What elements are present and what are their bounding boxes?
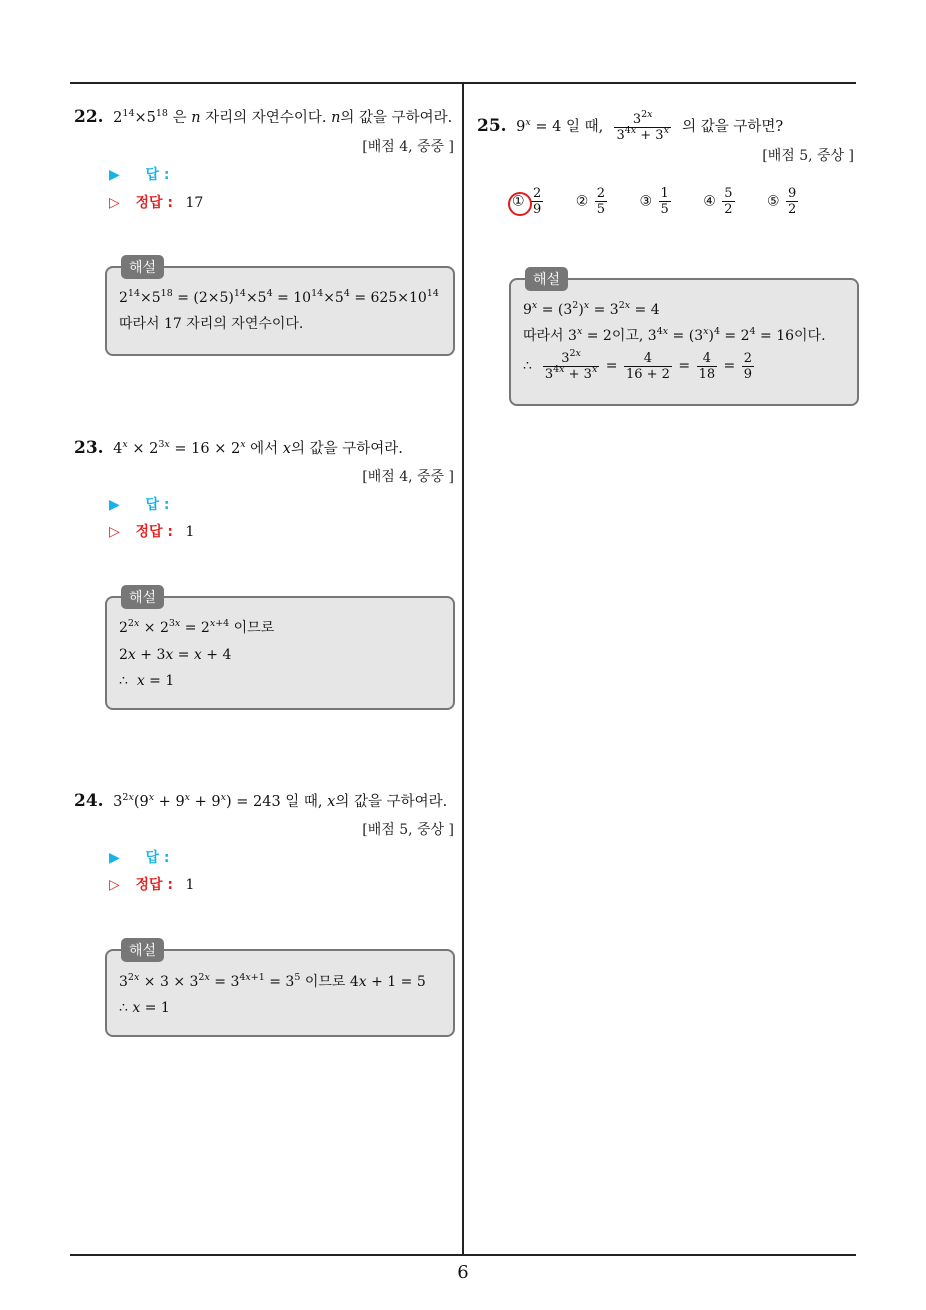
question-24 xyxy=(74,790,447,813)
question-23-meta: [배점 4, 중중 ] xyxy=(362,469,454,485)
answer-label: 답 : xyxy=(145,167,170,183)
solution-line-2: 따라서 17 자리의 자연수이다. xyxy=(119,316,304,332)
correct-label: 정답 : xyxy=(135,877,173,893)
question-number: 24. xyxy=(74,791,104,811)
solution-line-2: 따라서 $3^x = 2$이고, $3^{4x} = (3^x)^4 = 2^4 = 16$이다. xyxy=(523,326,826,344)
selected-circle-icon xyxy=(508,192,532,216)
filled-triangle-icon: ▶ xyxy=(109,497,120,513)
solution-line-1: $9^x = (3^2)^x = 3^{2x} = 4$ xyxy=(523,300,660,318)
solution-tag: 해설 xyxy=(121,255,164,279)
answer-line xyxy=(109,494,169,514)
solution-line-1: $3^{2x} \times 3 \times 3^{2x} = 3^{4x+1} = 3^5$ 이므로 4x + 1 = 5 xyxy=(119,972,426,990)
filled-triangle-icon: ▶ xyxy=(109,850,120,866)
question-fraction: $\frac{3^{2x}}{3^{4x} + 3^x}$ xyxy=(616,108,669,143)
answer-choices xyxy=(512,186,826,217)
page-number: 6 xyxy=(457,1262,469,1283)
solution-tag: 해설 xyxy=(525,267,568,291)
question-23 xyxy=(74,437,403,460)
choice-2[interactable]: ② $\frac{2}{5}$ xyxy=(575,186,606,217)
choice-5[interactable]: ⑤ $\frac{9}{2}$ xyxy=(767,186,797,217)
solution-tag: 해설 xyxy=(121,938,164,962)
question-number: 25. xyxy=(477,116,507,136)
filled-triangle-icon: ▶ xyxy=(109,167,120,183)
question-24-text: 24. $3^{2x}(9^x + 9^x + 9^x) = 243$ 일 때, x의 값을 구하여라. xyxy=(74,791,448,811)
question-25-text: 25. $9^x = 4$ 일 때, $\frac{3^{2x}}{3^{4x} + 3^x}$ 의 값을 구하면? xyxy=(477,108,784,143)
choice-4[interactable]: ④ $\frac{5}{2}$ xyxy=(703,186,733,217)
solution-line-2: 2x + 3x = x + 4 xyxy=(119,647,232,663)
answer-label: 답 : xyxy=(145,497,170,513)
question-24-meta: [배점 5, 중상 ] xyxy=(362,822,454,838)
solution-line-1: $2^{2x} \times 2^{3x} = 2^{x+4}$ 이므로 xyxy=(119,618,275,636)
solution-line-2: ∴ x = 1 xyxy=(119,1000,170,1016)
correct-value: 1 xyxy=(185,877,195,893)
question-23-text: 23. $4^x \times 2^{3x} = 16 \times 2^x$ 에서 x의 값을 구하여라. xyxy=(74,438,403,458)
solution-box xyxy=(105,943,455,1037)
solution-line-3: ∴ $\frac{3^{2x}}{3^{4x} + 3^x}$ = $\frac{4}{16 + 2}$ = $\frac{4}{18}$ = $\frac{2}{9}$ xyxy=(523,347,753,382)
correct-value: 1 xyxy=(185,524,195,540)
answer-line xyxy=(109,164,169,184)
question-25-meta: [배점 5, 중상 ] xyxy=(762,148,854,164)
correct-label: 정답 : xyxy=(135,524,173,540)
solution-box xyxy=(509,272,859,406)
solution-tag: 해설 xyxy=(121,585,164,609)
correct-value: 17 xyxy=(185,195,204,211)
column-divider xyxy=(462,83,464,1255)
correct-answer-line xyxy=(109,192,203,212)
solution-line-3: ∴ x = 1 xyxy=(119,673,175,689)
answer-line xyxy=(109,847,169,867)
outline-triangle-icon: ▷ xyxy=(109,195,120,211)
question-22 xyxy=(74,106,452,129)
outline-triangle-icon: ▷ xyxy=(109,524,120,540)
solution-line-1: $2^{14}\times 5^{18} = (2\times 5)^{14}\times 5^4 = 10^{14}\times 5^4 = 625\times 10^{14}$ xyxy=(119,288,439,306)
choice-3[interactable]: ③ $\frac{1}{5}$ xyxy=(639,186,669,217)
solution-box xyxy=(105,590,455,710)
correct-label: 정답 : xyxy=(135,195,173,211)
question-number: 23. xyxy=(74,438,104,458)
question-25 xyxy=(477,106,783,147)
answer-label: 답 : xyxy=(145,850,170,866)
outline-triangle-icon: ▷ xyxy=(109,877,120,893)
choice-1[interactable]: ① $\frac{2}{9}$ xyxy=(512,186,545,217)
question-22-text: 22. $2^{14}\times 5^{18}$ 은 n 자리의 자연수이다. n의 값을 구하여라. xyxy=(74,107,453,127)
question-number: 22. xyxy=(74,107,104,127)
correct-answer-line xyxy=(109,874,194,894)
solution-box xyxy=(105,260,455,356)
correct-answer-line xyxy=(109,521,194,541)
question-22-meta: [배점 4, 중중 ] xyxy=(362,139,454,155)
